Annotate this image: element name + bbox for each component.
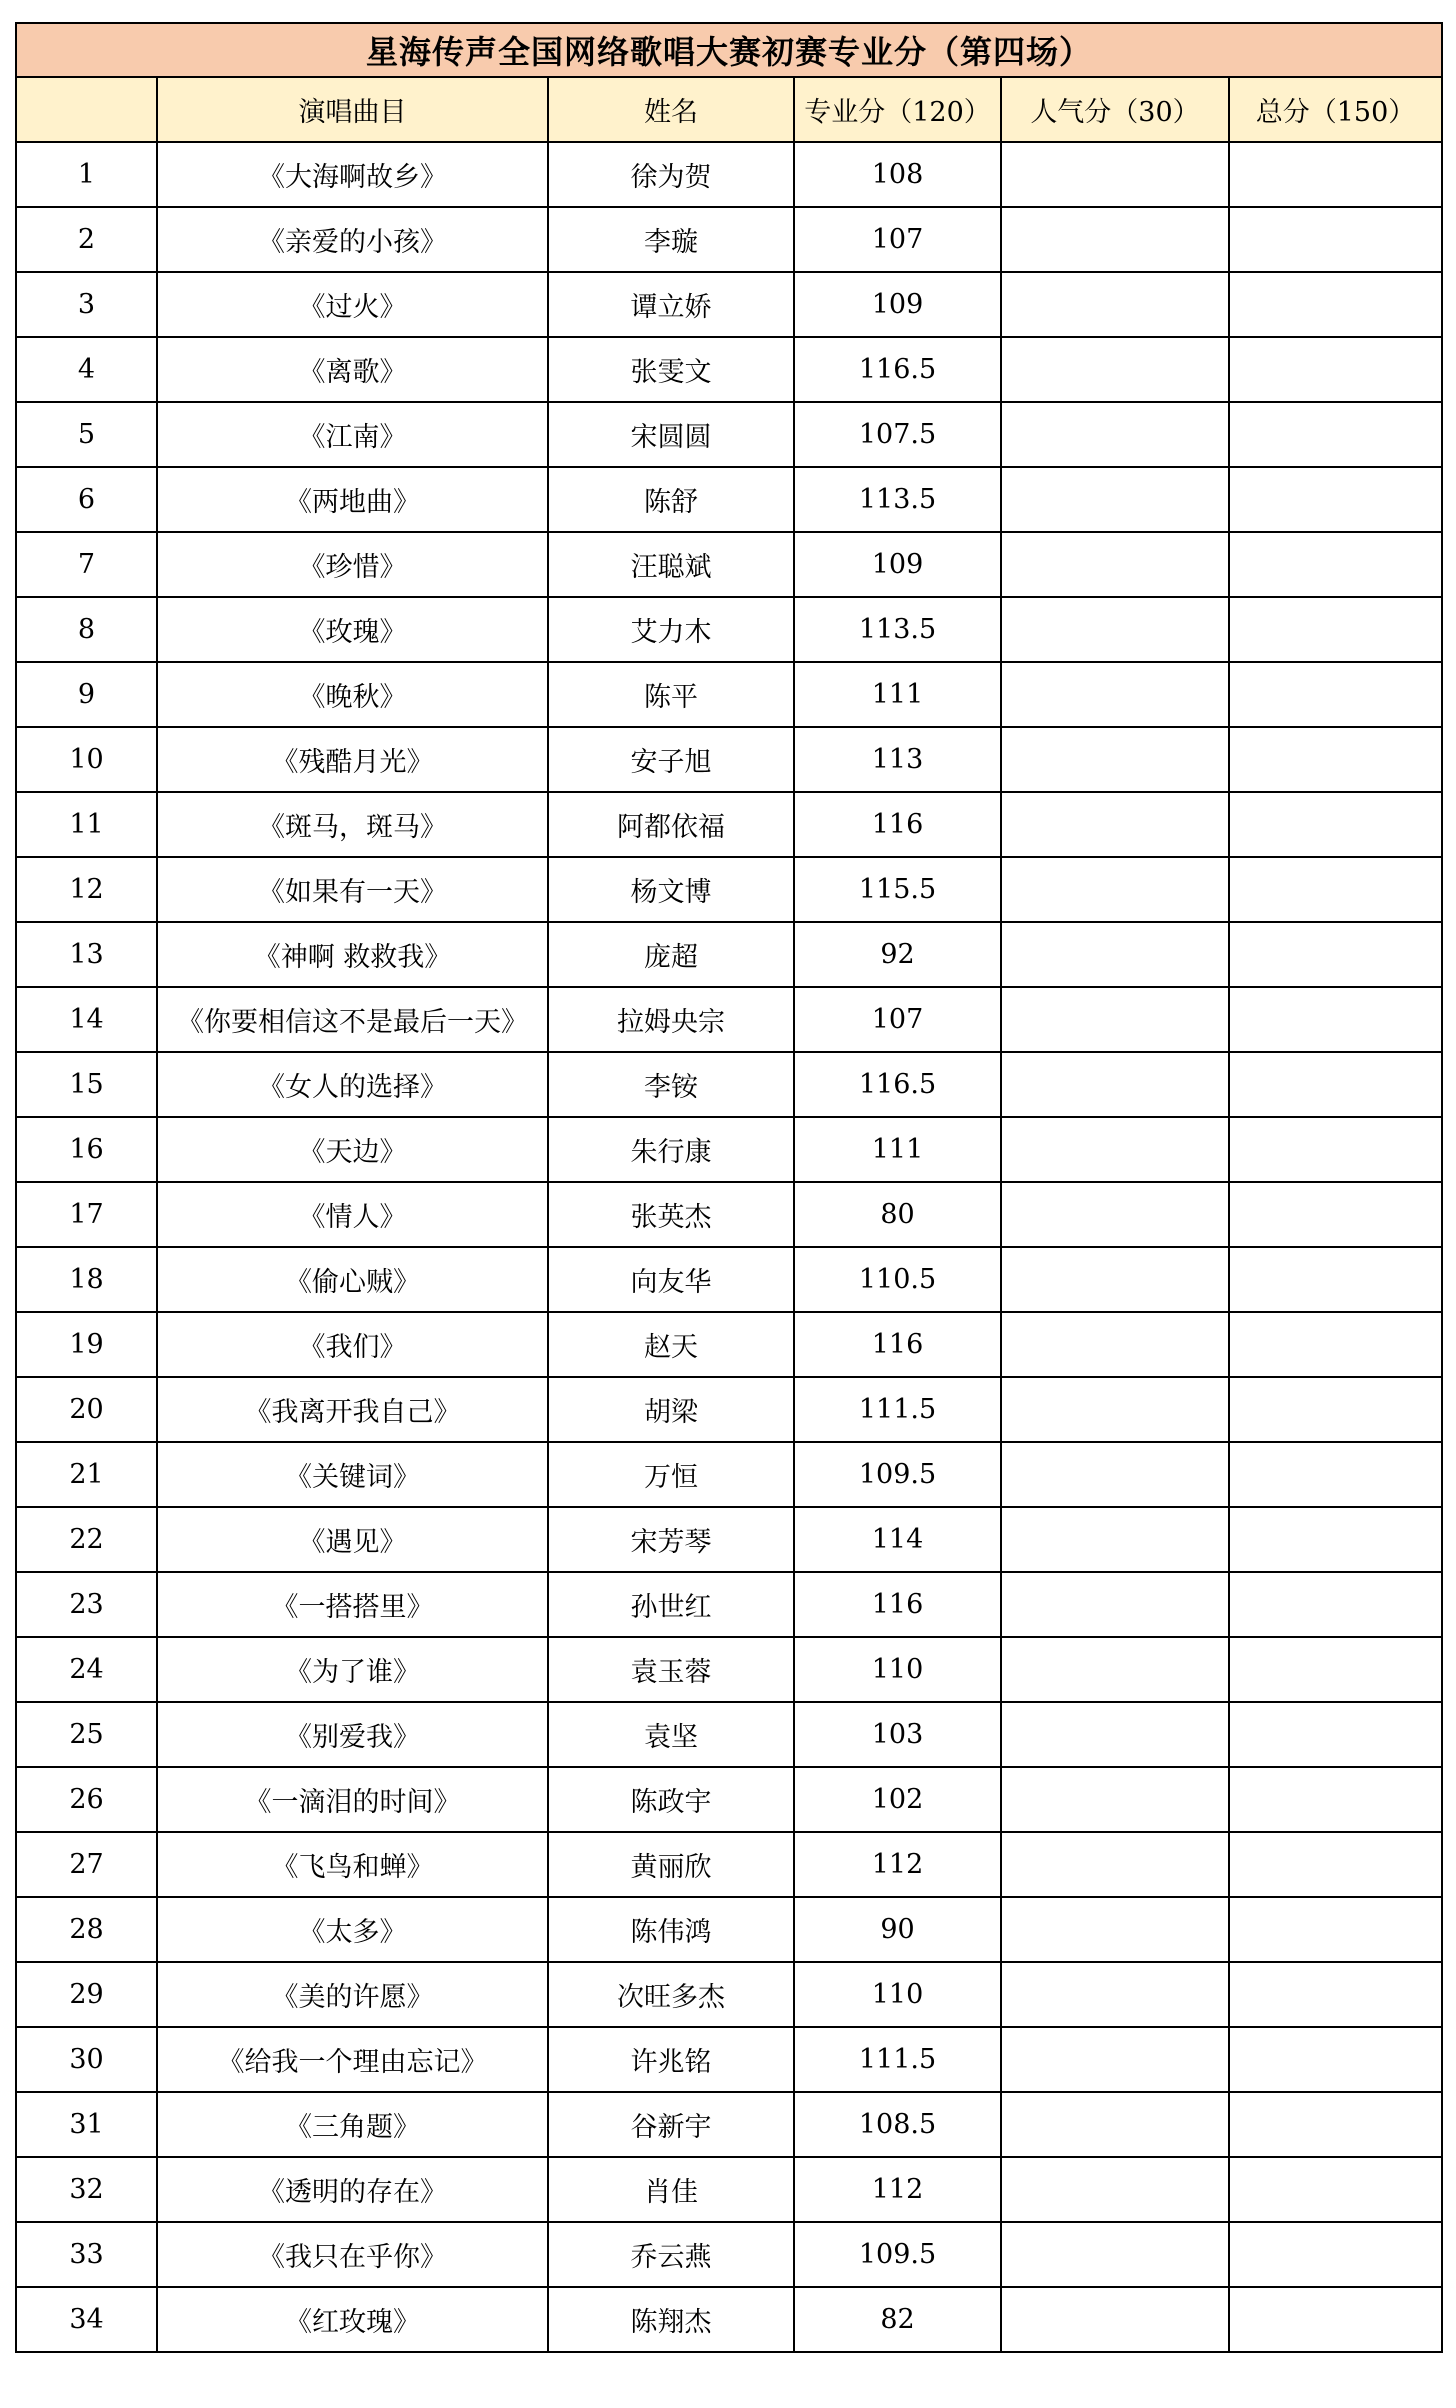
singer-name-cell: 袁玉蓉	[548, 1637, 794, 1702]
table-row	[16, 727, 1442, 792]
row-index-cell: 2	[16, 207, 157, 272]
popularity-score-cell	[1001, 1377, 1229, 1442]
popularity-score-cell	[1001, 1572, 1229, 1637]
singer-name-cell: 陈平	[548, 662, 794, 727]
singer-name-cell: 万恒	[548, 1442, 794, 1507]
table-row	[16, 2157, 1442, 2222]
singer-name-cell: 乔云燕	[548, 2222, 794, 2287]
song-title-cell: 《三角题》	[157, 2092, 548, 2157]
row-index-cell: 11	[16, 792, 157, 857]
popularity-score-cell	[1001, 662, 1229, 727]
table-row	[16, 337, 1442, 402]
pro-score-cell: 109	[794, 272, 1001, 337]
row-index-cell: 9	[16, 662, 157, 727]
song-title-cell: 《红玫瑰》	[157, 2287, 548, 2352]
singer-name-cell: 张雯文	[548, 337, 794, 402]
popularity-score-cell	[1001, 727, 1229, 792]
song-title-cell: 《如果有一天》	[157, 857, 548, 922]
row-index-cell: 27	[16, 1832, 157, 1897]
song-title-cell: 《别爱我》	[157, 1702, 548, 1767]
row-index-cell: 7	[16, 532, 157, 597]
singer-name-cell: 向友华	[548, 1247, 794, 1312]
table-row	[16, 1117, 1442, 1182]
singer-name-cell: 孙世红	[548, 1572, 794, 1637]
total-score-cell	[1229, 1832, 1442, 1897]
pro-score-cell: 103	[794, 1702, 1001, 1767]
song-title-cell: 《一搭搭里》	[157, 1572, 548, 1637]
singer-name-cell: 拉姆央宗	[548, 987, 794, 1052]
song-title-cell: 《天边》	[157, 1117, 548, 1182]
song-title-cell: 《玫瑰》	[157, 597, 548, 662]
song-title-cell: 《偷心贼》	[157, 1247, 548, 1312]
row-index-cell: 3	[16, 272, 157, 337]
pro-score-cell: 114	[794, 1507, 1001, 1572]
total-score-cell	[1229, 2092, 1442, 2157]
table-row	[16, 207, 1442, 272]
table-row	[16, 2027, 1442, 2092]
row-index-cell: 8	[16, 597, 157, 662]
popularity-score-cell	[1001, 2027, 1229, 2092]
popularity-score-cell	[1001, 2287, 1229, 2352]
singer-name-cell: 陈翔杰	[548, 2287, 794, 2352]
singer-name-cell: 安子旭	[548, 727, 794, 792]
song-title-cell: 《关键词》	[157, 1442, 548, 1507]
row-index-cell: 28	[16, 1897, 157, 1962]
table-row	[16, 2222, 1442, 2287]
pro-score-cell: 116	[794, 792, 1001, 857]
popularity-score-cell	[1001, 337, 1229, 402]
total-score-cell	[1229, 662, 1442, 727]
row-index-cell: 13	[16, 922, 157, 987]
total-score-cell	[1229, 402, 1442, 467]
row-index-cell: 29	[16, 1962, 157, 2027]
singer-name-cell: 次旺多杰	[548, 1962, 794, 2027]
table-row	[16, 987, 1442, 1052]
total-score-cell	[1229, 207, 1442, 272]
table-row	[16, 1637, 1442, 1702]
pro-score-cell: 107	[794, 987, 1001, 1052]
singer-name-cell: 汪聪斌	[548, 532, 794, 597]
total-score-cell	[1229, 1442, 1442, 1507]
song-title-cell: 《我们》	[157, 1312, 548, 1377]
popularity-score-cell	[1001, 1897, 1229, 1962]
table-row	[16, 1507, 1442, 1572]
singer-name-cell: 许兆铭	[548, 2027, 794, 2092]
pro-score-cell: 109.5	[794, 2222, 1001, 2287]
row-index-cell: 14	[16, 987, 157, 1052]
popularity-score-cell	[1001, 1832, 1229, 1897]
popularity-score-cell	[1001, 922, 1229, 987]
row-index-cell: 16	[16, 1117, 157, 1182]
popularity-score-cell	[1001, 467, 1229, 532]
song-title-cell: 《两地曲》	[157, 467, 548, 532]
popularity-score-cell	[1001, 597, 1229, 662]
header-row	[16, 77, 1442, 142]
total-score-cell	[1229, 2287, 1442, 2352]
song-title-cell: 《你要相信这不是最后一天》	[157, 987, 548, 1052]
song-title-cell: 《过火》	[157, 272, 548, 337]
pro-score-cell: 107.5	[794, 402, 1001, 467]
table-row	[16, 1312, 1442, 1377]
pro-score-cell: 92	[794, 922, 1001, 987]
singer-name-cell: 黄丽欣	[548, 1832, 794, 1897]
singer-name-cell: 陈舒	[548, 467, 794, 532]
singer-name-cell: 徐为贺	[548, 142, 794, 207]
singer-name-cell: 阿都依福	[548, 792, 794, 857]
song-title-cell: 《斑马，斑马》	[157, 792, 548, 857]
row-index-cell: 20	[16, 1377, 157, 1442]
popularity-score-cell	[1001, 1962, 1229, 2027]
song-title-cell: 《江南》	[157, 402, 548, 467]
singer-name-cell: 宋芳琴	[548, 1507, 794, 1572]
header-total: 总分（150）	[1229, 77, 1442, 142]
row-index-cell: 30	[16, 2027, 157, 2092]
total-score-cell	[1229, 1702, 1442, 1767]
pro-score-cell: 110	[794, 1637, 1001, 1702]
table-row	[16, 402, 1442, 467]
table-row	[16, 1767, 1442, 1832]
pro-score-cell: 113.5	[794, 467, 1001, 532]
singer-name-cell: 杨文博	[548, 857, 794, 922]
total-score-cell	[1229, 2027, 1442, 2092]
header-index	[16, 77, 157, 142]
row-index-cell: 26	[16, 1767, 157, 1832]
total-score-cell	[1229, 272, 1442, 337]
popularity-score-cell	[1001, 1767, 1229, 1832]
singer-name-cell: 袁坚	[548, 1702, 794, 1767]
singer-name-cell: 庞超	[548, 922, 794, 987]
row-index-cell: 19	[16, 1312, 157, 1377]
total-score-cell	[1229, 1962, 1442, 2027]
popularity-score-cell	[1001, 792, 1229, 857]
row-index-cell: 5	[16, 402, 157, 467]
popularity-score-cell	[1001, 2092, 1229, 2157]
popularity-score-cell	[1001, 1637, 1229, 1702]
popularity-score-cell	[1001, 857, 1229, 922]
singer-name-cell: 谭立娇	[548, 272, 794, 337]
singer-name-cell: 胡梁	[548, 1377, 794, 1442]
singer-name-cell: 宋圆圆	[548, 402, 794, 467]
pro-score-cell: 115.5	[794, 857, 1001, 922]
row-index-cell: 22	[16, 1507, 157, 1572]
header-name: 姓名	[548, 77, 794, 142]
song-title-cell: 《我只在乎你》	[157, 2222, 548, 2287]
row-index-cell: 25	[16, 1702, 157, 1767]
row-index-cell: 1	[16, 142, 157, 207]
pro-score-cell: 116	[794, 1572, 1001, 1637]
total-score-cell	[1229, 1572, 1442, 1637]
song-title-cell: 《一滴泪的时间》	[157, 1767, 548, 1832]
popularity-score-cell	[1001, 1702, 1229, 1767]
song-title-cell: 《晚秋》	[157, 662, 548, 727]
title-row	[16, 23, 1442, 77]
total-score-cell	[1229, 857, 1442, 922]
pro-score-cell: 113.5	[794, 597, 1001, 662]
pro-score-cell: 108.5	[794, 2092, 1001, 2157]
popularity-score-cell	[1001, 1507, 1229, 1572]
total-score-cell	[1229, 2222, 1442, 2287]
table-row	[16, 662, 1442, 727]
singer-name-cell: 陈政宇	[548, 1767, 794, 1832]
score-table	[15, 22, 1443, 2353]
total-score-cell	[1229, 2157, 1442, 2222]
total-score-cell	[1229, 792, 1442, 857]
table-row	[16, 467, 1442, 532]
popularity-score-cell	[1001, 1442, 1229, 1507]
pro-score-cell: 111	[794, 662, 1001, 727]
row-index-cell: 17	[16, 1182, 157, 1247]
table-row	[16, 1832, 1442, 1897]
row-index-cell: 10	[16, 727, 157, 792]
total-score-cell	[1229, 1182, 1442, 1247]
pro-score-cell: 116.5	[794, 337, 1001, 402]
table-row	[16, 1572, 1442, 1637]
sheet-title: 星海传声全国网络歌唱大赛初赛专业分（第四场）	[16, 23, 1442, 77]
song-title-cell: 《珍惜》	[157, 532, 548, 597]
total-score-cell	[1229, 922, 1442, 987]
total-score-cell	[1229, 1507, 1442, 1572]
table-row	[16, 532, 1442, 597]
row-index-cell: 15	[16, 1052, 157, 1117]
total-score-cell	[1229, 1117, 1442, 1182]
pro-score-cell: 109	[794, 532, 1001, 597]
pro-score-cell: 109.5	[794, 1442, 1001, 1507]
popularity-score-cell	[1001, 1312, 1229, 1377]
total-score-cell	[1229, 1897, 1442, 1962]
row-index-cell: 6	[16, 467, 157, 532]
table-row	[16, 857, 1442, 922]
popularity-score-cell	[1001, 987, 1229, 1052]
pro-score-cell: 80	[794, 1182, 1001, 1247]
header-pro-score: 专业分（120）	[794, 77, 1001, 142]
popularity-score-cell	[1001, 142, 1229, 207]
total-score-cell	[1229, 1312, 1442, 1377]
table-row	[16, 1702, 1442, 1767]
total-score-cell	[1229, 727, 1442, 792]
row-index-cell: 4	[16, 337, 157, 402]
total-score-cell	[1229, 1637, 1442, 1702]
song-title-cell: 《美的许愿》	[157, 1962, 548, 2027]
singer-name-cell: 李璇	[548, 207, 794, 272]
pro-score-cell: 110.5	[794, 1247, 1001, 1312]
singer-name-cell: 赵天	[548, 1312, 794, 1377]
popularity-score-cell	[1001, 2157, 1229, 2222]
table-row	[16, 1442, 1442, 1507]
song-title-cell: 《情人》	[157, 1182, 548, 1247]
singer-name-cell: 陈伟鸿	[548, 1897, 794, 1962]
popularity-score-cell	[1001, 1117, 1229, 1182]
pro-score-cell: 108	[794, 142, 1001, 207]
table-row	[16, 922, 1442, 987]
song-title-cell: 《离歌》	[157, 337, 548, 402]
pro-score-cell: 82	[794, 2287, 1001, 2352]
table-row	[16, 1052, 1442, 1117]
total-score-cell	[1229, 987, 1442, 1052]
total-score-cell	[1229, 467, 1442, 532]
song-title-cell: 《残酷月光》	[157, 727, 548, 792]
song-title-cell: 《透明的存在》	[157, 2157, 548, 2222]
pro-score-cell: 110	[794, 1962, 1001, 2027]
pro-score-cell: 116	[794, 1312, 1001, 1377]
pro-score-cell: 111	[794, 1117, 1001, 1182]
row-index-cell: 34	[16, 2287, 157, 2352]
pro-score-cell: 116.5	[794, 1052, 1001, 1117]
row-index-cell: 18	[16, 1247, 157, 1312]
popularity-score-cell	[1001, 1052, 1229, 1117]
table-row	[16, 792, 1442, 857]
row-index-cell: 12	[16, 857, 157, 922]
singer-name-cell: 李铵	[548, 1052, 794, 1117]
table-row	[16, 1247, 1442, 1312]
song-title-cell: 《我离开我自己》	[157, 1377, 548, 1442]
song-title-cell: 《女人的选择》	[157, 1052, 548, 1117]
song-title-cell: 《遇见》	[157, 1507, 548, 1572]
total-score-cell	[1229, 1247, 1442, 1312]
row-index-cell: 23	[16, 1572, 157, 1637]
table-row	[16, 597, 1442, 662]
singer-name-cell: 谷新宇	[548, 2092, 794, 2157]
pro-score-cell: 107	[794, 207, 1001, 272]
table-row	[16, 2287, 1442, 2352]
row-index-cell: 33	[16, 2222, 157, 2287]
pro-score-cell: 112	[794, 1832, 1001, 1897]
pro-score-cell: 113	[794, 727, 1001, 792]
singer-name-cell: 朱行康	[548, 1117, 794, 1182]
table-row	[16, 2092, 1442, 2157]
popularity-score-cell	[1001, 207, 1229, 272]
singer-name-cell: 艾力木	[548, 597, 794, 662]
header-song: 演唱曲目	[157, 77, 548, 142]
total-score-cell	[1229, 1052, 1442, 1117]
header-popularity: 人气分（30）	[1001, 77, 1229, 142]
pro-score-cell: 102	[794, 1767, 1001, 1832]
total-score-cell	[1229, 1767, 1442, 1832]
song-title-cell: 《大海啊故乡》	[157, 142, 548, 207]
row-index-cell: 24	[16, 1637, 157, 1702]
total-score-cell	[1229, 337, 1442, 402]
pro-score-cell: 90	[794, 1897, 1001, 1962]
popularity-score-cell	[1001, 2222, 1229, 2287]
table-row	[16, 1962, 1442, 2027]
total-score-cell	[1229, 597, 1442, 662]
table-row	[16, 1377, 1442, 1442]
table-row	[16, 1182, 1442, 1247]
song-title-cell: 《为了谁》	[157, 1637, 548, 1702]
row-index-cell: 31	[16, 2092, 157, 2157]
song-title-cell: 《神啊 救救我》	[157, 922, 548, 987]
table-row	[16, 1897, 1442, 1962]
popularity-score-cell	[1001, 1247, 1229, 1312]
row-index-cell: 32	[16, 2157, 157, 2222]
table-row	[16, 272, 1442, 337]
song-title-cell: 《给我一个理由忘记》	[157, 2027, 548, 2092]
table-row	[16, 142, 1442, 207]
song-title-cell: 《飞鸟和蝉》	[157, 1832, 548, 1897]
popularity-score-cell	[1001, 402, 1229, 467]
song-title-cell: 《太多》	[157, 1897, 548, 1962]
total-score-cell	[1229, 532, 1442, 597]
total-score-cell	[1229, 1377, 1442, 1442]
pro-score-cell: 111.5	[794, 1377, 1001, 1442]
singer-name-cell: 张英杰	[548, 1182, 794, 1247]
popularity-score-cell	[1001, 272, 1229, 337]
total-score-cell	[1229, 142, 1442, 207]
popularity-score-cell	[1001, 1182, 1229, 1247]
singer-name-cell: 肖佳	[548, 2157, 794, 2222]
pro-score-cell: 111.5	[794, 2027, 1001, 2092]
row-index-cell: 21	[16, 1442, 157, 1507]
popularity-score-cell	[1001, 532, 1229, 597]
song-title-cell: 《亲爱的小孩》	[157, 207, 548, 272]
pro-score-cell: 112	[794, 2157, 1001, 2222]
